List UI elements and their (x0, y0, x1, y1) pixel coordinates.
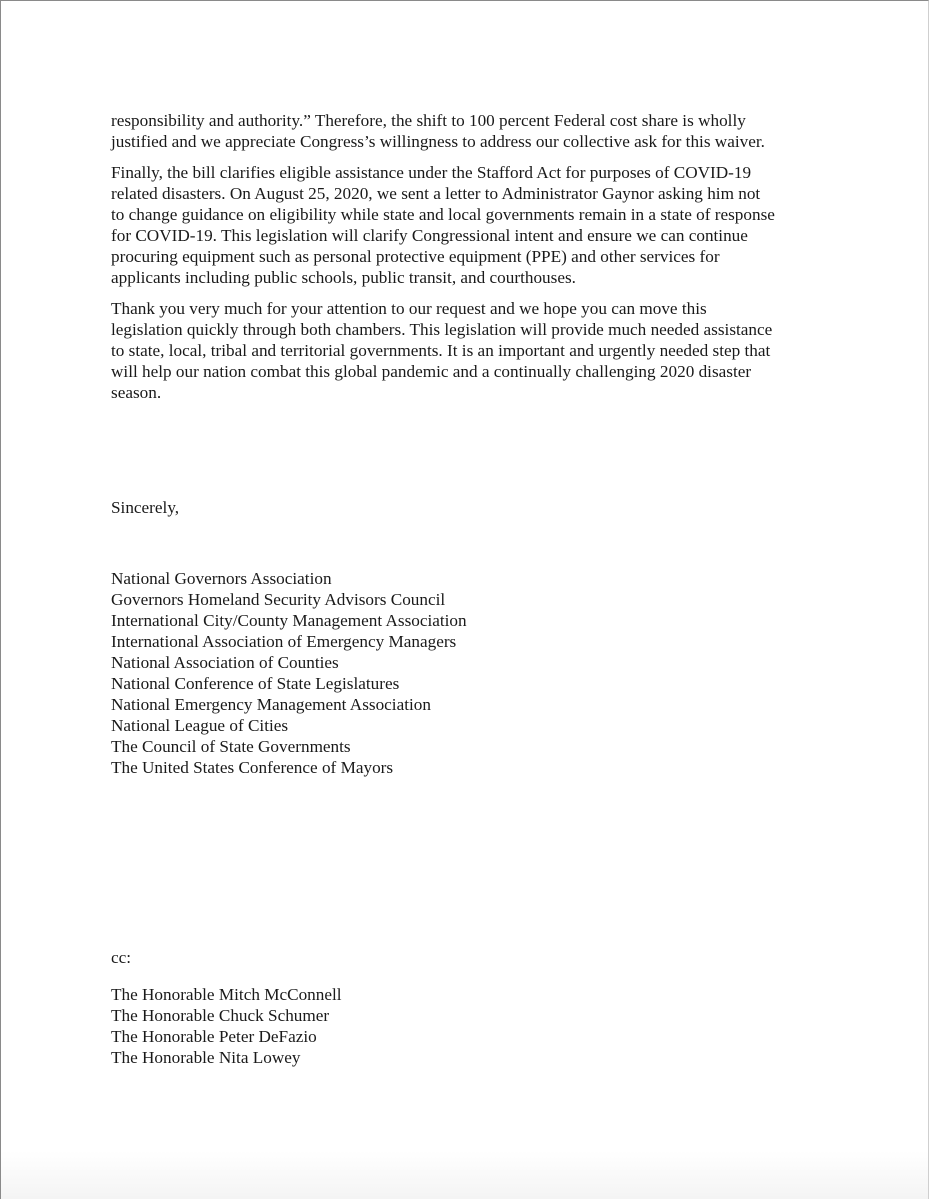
text-line: for COVID-19. This legislation will clarify Congressional intent and ensure we can continue (111, 226, 748, 245)
text-line: legislation quickly through both chambers. This legislation will provide much needed assistance (111, 320, 773, 339)
text-line: applicants including public schools, public transit, and courthouses. (111, 268, 576, 287)
text-line: procuring equipment such as personal protective equipment (PPE) and other services for (111, 247, 720, 266)
text-line: to state, local, tribal and territorial governments. It is an important and urgently needed step that (111, 341, 771, 360)
letter-body (111, 110, 811, 413)
cc-recipient-item: The Honorable Peter DeFazio (111, 1027, 317, 1046)
signatory-item: Governors Homeland Security Advisors Council (111, 590, 446, 609)
signatory-item: International Association of Emergency Managers (111, 632, 457, 651)
signatory-item: The Council of State Governments (111, 737, 351, 756)
signatory-list (111, 568, 467, 778)
text-line: Finally, the bill clarifies eligible assistance under the Stafford Act for purposes of COVID-19 (111, 163, 752, 182)
text-line: will help our nation combat this global pandemic and a continually challenging 2020 disaster (111, 362, 752, 381)
signatory-item: National Conference of State Legislatures (111, 674, 400, 693)
cc-label: cc: (111, 948, 132, 967)
text-line: to change guidance on eligibility while state and local governments remain in a state of response (111, 205, 775, 224)
signatory-item: National League of Cities (111, 716, 289, 735)
cc-recipient-item: The Honorable Mitch McConnell (111, 985, 342, 1004)
signatory-item: The United States Conference of Mayors (111, 758, 394, 777)
closing-salutation: Sincerely, (111, 498, 180, 517)
signatory-item: National Association of Counties (111, 653, 339, 672)
text-line: responsibility and authority.” Therefore, the shift to 100 percent Federal cost share is wholly (111, 111, 746, 130)
cc-recipient-list (111, 984, 342, 1068)
text-line: justified and we appreciate Congress’s willingness to address our collective ask for this waiver. (111, 132, 765, 151)
paragraph-cost-share (111, 110, 811, 152)
cc-recipient-item: The Honorable Nita Lowey (111, 1048, 301, 1067)
text-line: season. (111, 383, 162, 402)
cc-recipient-item: The Honorable Chuck Schumer (111, 1006, 330, 1025)
text-line: related disasters. On August 25, 2020, we sent a letter to Administrator Gaynor asking him not (111, 184, 761, 203)
paragraph-thank-you (111, 298, 811, 403)
signatory-item: International City/County Management Association (111, 611, 467, 630)
paragraph-stafford-act (111, 162, 811, 288)
signatory-item: National Emergency Management Association (111, 695, 431, 714)
signatory-item: National Governors Association (111, 569, 332, 588)
text-line: Thank you very much for your attention to our request and we hope you can move this (111, 299, 707, 318)
